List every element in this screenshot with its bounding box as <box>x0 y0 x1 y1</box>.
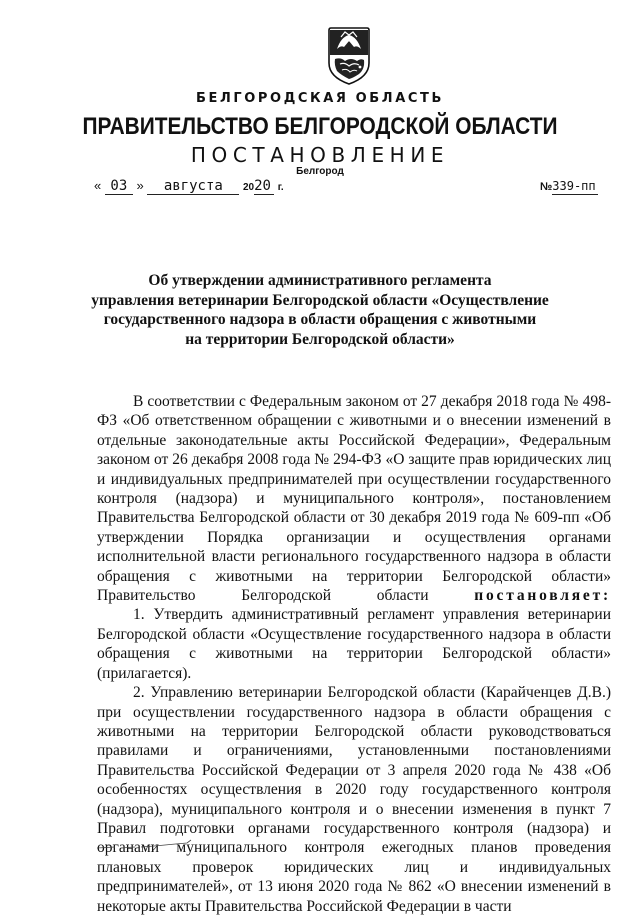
decree-number <box>540 178 598 195</box>
number-value: 339-пп <box>552 178 598 195</box>
date-year-abbr: г. <box>277 182 284 193</box>
date-year-suffix: 20 <box>254 178 274 195</box>
decree-date <box>94 178 284 195</box>
decree-title <box>70 271 570 349</box>
title-line: на территории Белгородской области» <box>185 330 455 348</box>
city-name: Белгород <box>296 166 344 177</box>
government-name: ПРАВИТЕЛЬСТВО БЕЛГОРОДСКОЙ ОБЛАСТИ <box>82 113 558 140</box>
date-year-prefix: 20 <box>242 182 255 193</box>
coat-of-arms-emblem <box>327 27 371 85</box>
date-day: 03 <box>105 178 133 195</box>
document-type: ПОСТАНОВЛЕНИЕ <box>190 143 450 167</box>
resolves-word: постановляет: <box>474 587 611 605</box>
title-line: государственного надзора в области обращения с животными <box>103 311 537 328</box>
date-open-quote: « <box>94 178 102 193</box>
number-sign: № <box>540 181 553 193</box>
date-close-quote: » <box>136 178 144 193</box>
preamble-text: В соответствии с Федеральным законом от 27 декабря 2018 года № 498-ФЗ «Об ответственном обращении с животными и о внесении изменений в отдельные законодательные акты Российской Федерации», Федеральным законом от 26 декабря 2008 года № 294-ФЗ «О защите прав юридических лиц и индивидуальных предпринимателей при осуществлении государственного контроля (надзора) и муниципального контроля», постановлением Правительства Белгородской области от 30 декабря 2019 года № 609-пп «Об утверждении Порядка организации и осуществления органами исполнительной власти регионального государственного надзора в области обращения с животными на территории Белгородской области» Правительство Белгородской области <box>97 393 611 605</box>
title-line: Об утверждении административного регламента <box>148 272 492 289</box>
handwritten-mark <box>95 838 195 854</box>
date-month: августа <box>147 178 239 195</box>
item-1-paragraph: 1. Утвердить административный регламент управления ветеринарии Белгородской области «Осуществление государственного надзора в области обращения с животными на территории Белгородской области» (прилагается). <box>97 606 611 682</box>
preamble-paragraph <box>97 392 611 605</box>
title-line: управления ветеринарии Белгородской области «Осуществление <box>91 291 549 309</box>
item-2-paragraph: 2. Управлению ветеринарии Белгородской области (Карайченцев Д.В.) при осуществлении государственного надзора в области обращения с животными на территории Белгородской области руководствоваться правилами и ограничениями, установленными постановлениями Правительства Российской Федерации от 3 апреля 2020 года № 438 «Об особенностях осуществления в 2020 году государственного контроля (надзора), муниципального контроля и о внесении изменения в пункт 7 Правил подготовки органами государственного контроля (надзора) и органами муниципального контроля ежегодных планов проведения плановых проверок юридических лиц и индивидуальных предпринимателей», от 13 июня 2020 года № 862 «О внесении изменений в некоторые акты Правительства Российской Федерации в части <box>97 684 611 915</box>
region-name: БЕЛГОРОДСКАЯ ОБЛАСТЬ <box>196 91 444 106</box>
